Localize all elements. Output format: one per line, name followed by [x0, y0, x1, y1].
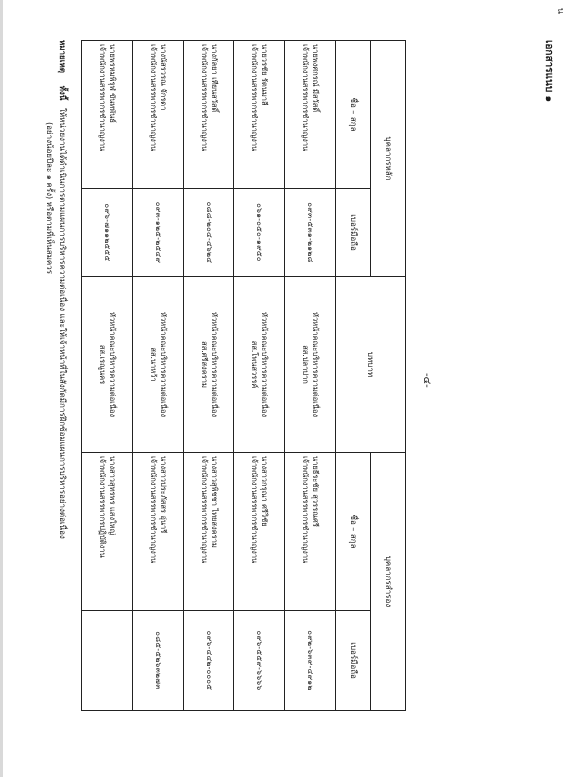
role-title: หัวหน้าคณะบริหารความต่อเนื่อง [209, 312, 219, 418]
subheader-backup-name: ชื่อ – สกุล [336, 453, 371, 611]
role-unit: สส.เรณูนคร [97, 344, 107, 385]
backup-position: เจ้าพนักงานสรรพากรชำนาญงาน [301, 456, 311, 564]
remark-prefix: ทั้งนี้ [58, 85, 67, 101]
role-title: หัวหน้าคณะบริหารความต่อเนื่อง [260, 312, 270, 418]
primary-person [285, 41, 336, 189]
role-cell [132, 277, 183, 453]
primary-person [234, 41, 285, 189]
primary-phone: ๐๘๘-๒๐๔-๔๖๒๔ [183, 189, 234, 277]
primary-position: เจ้าพนักงานสรรพากรชำนาญงาน [199, 44, 209, 152]
header-role: บทบาท [336, 277, 406, 453]
remark-text: ให้หน่วยงานได้ดำเนินการตามแผนการบริหารความต่อเนื่อง และให้เจ้าหน้าที่ในสังกัดมีการฝึกซ้อมแผนการบริหารอย่างต่อเนื่อง [58, 107, 67, 539]
role-unit: สส.โพนสวรรค์ [250, 340, 260, 389]
table-row [183, 41, 234, 711]
primary-name: นางกัลยา เทียนสวัสดิ์ [209, 44, 219, 113]
primary-phone: ๐๙๓-๑๒๕-๒๕๔๙ [132, 189, 183, 277]
backup-phone: ๐๘๕-๕๒๖๓๒๗๓ [132, 611, 183, 711]
primary-person [132, 41, 183, 189]
backup-phone: ๐๙๖-๕๕๙-๖๖๖๖ [234, 611, 285, 711]
remark-block [42, 40, 68, 539]
backup-person [183, 453, 234, 611]
backup-position: เจ้าพนักงานสรรพากรปฏิบัติงาน [97, 456, 107, 558]
primary-name: นายพงศกรณ์ มีสวัสดิ์ [311, 44, 321, 113]
role-cell [183, 277, 234, 453]
role-cell [82, 277, 133, 453]
backup-person [285, 453, 336, 611]
primary-position: เจ้าพนักงานสรรพากรชำนาญงาน [301, 44, 311, 152]
primary-name: นายวรชัย รัตนมาลี [260, 44, 270, 106]
table-row [285, 41, 336, 711]
staff-table [81, 40, 406, 711]
role-unit: สส.ปลาปาก [301, 345, 311, 384]
corner-mark: น [554, 7, 565, 15]
primary-position: เจ้าพนักงานสรรพากรชำนาญงาน [250, 44, 260, 152]
header-backup: บุคลากรสำรอง [371, 453, 406, 711]
role-unit: สส.ศรีสงคราม [199, 341, 209, 388]
remark-line-1 [55, 40, 68, 539]
backup-person [82, 453, 133, 611]
subheader-primary-phone: เบอร์มือถือ [336, 189, 371, 277]
primary-name: นายพรหมพิรุฬ ขันทพันธ์ [108, 44, 118, 123]
table-header-row [371, 41, 406, 711]
backup-position: เจ้าพนักงานสรรพากรชำนาญงาน [199, 456, 209, 564]
role-cell [234, 277, 285, 453]
backup-person [234, 453, 285, 611]
primary-position: เจ้าพนักงานสรรพากรชำนาญงาน [97, 44, 107, 152]
remark-label: หมายเหตุ [58, 40, 67, 73]
primary-phone: ๐๖๑-๐๕๐-๑๙๕๐ [234, 189, 285, 277]
role-cell [285, 277, 336, 453]
role-title: หัวหน้าคณะบริหารความต่อเนื่อง [311, 312, 321, 418]
primary-name: นางนัสรวรณ จักรดา [158, 44, 168, 111]
backup-person [132, 453, 183, 611]
backup-name: นางสาวสุทรพร แสงใหญ่ [108, 456, 118, 535]
document-label: เอกสารแนบ ๑ [543, 40, 554, 103]
backup-name: นางสาวสุพิชชา ไทยสงคราม [209, 456, 219, 548]
primary-person [183, 41, 234, 189]
table-row [132, 41, 183, 711]
backup-phone: ๐๙๒-๖๓๙-๔๙๑๒ [285, 611, 336, 711]
subheader-primary-name: ชื่อ – สกุล [336, 41, 371, 189]
primary-position: เจ้าพนักงานสรรพากรชำนาญงาน [148, 44, 158, 152]
backup-name: นายธีระชัย สุวรรณศรี [311, 456, 321, 527]
role-title: หัวหน้าคณะบริหารความต่อเนื่อง [158, 312, 168, 418]
table-row [82, 41, 133, 711]
remark-line-2 [42, 40, 55, 539]
backup-position: เจ้าพนักงานสรรพากรชำนาญงาน [250, 456, 260, 564]
role-title: หัวหน้าคณะบริหารความต่อเนื่อง [108, 312, 118, 418]
backup-phone: ๐๙๖-๔๔๒-๐๐๐๕ [183, 611, 234, 711]
backup-name: นางสาวประภัสสร อุ่นารี [158, 456, 168, 534]
backup-phone [82, 611, 133, 711]
primary-phone: ๐๙๓-๕๓๑-๒๑๒๘ [285, 189, 336, 277]
page-number: -๔- [421, 373, 432, 388]
remark-text-2: (อย่างน้อยปีละ ๑ ครั้ง) หรือตามที่เห็นสมควร [45, 122, 55, 275]
role-unit: สส.นาหว้า [148, 347, 158, 382]
primary-phone: ๐๙๖-๗๑๑๒๕๕๕ [82, 189, 133, 277]
primary-person [82, 41, 133, 189]
subheader-backup-phone: เบอร์มือถือ [336, 611, 371, 711]
backup-name: นางสาวกรุณา ศรีวิชัย [260, 456, 270, 527]
table-row [234, 41, 285, 711]
backup-position: เจ้าพนักงานสรรพากรชำนาญงาน [148, 456, 158, 564]
header-primary: บุคลากรหลัก [371, 41, 406, 277]
